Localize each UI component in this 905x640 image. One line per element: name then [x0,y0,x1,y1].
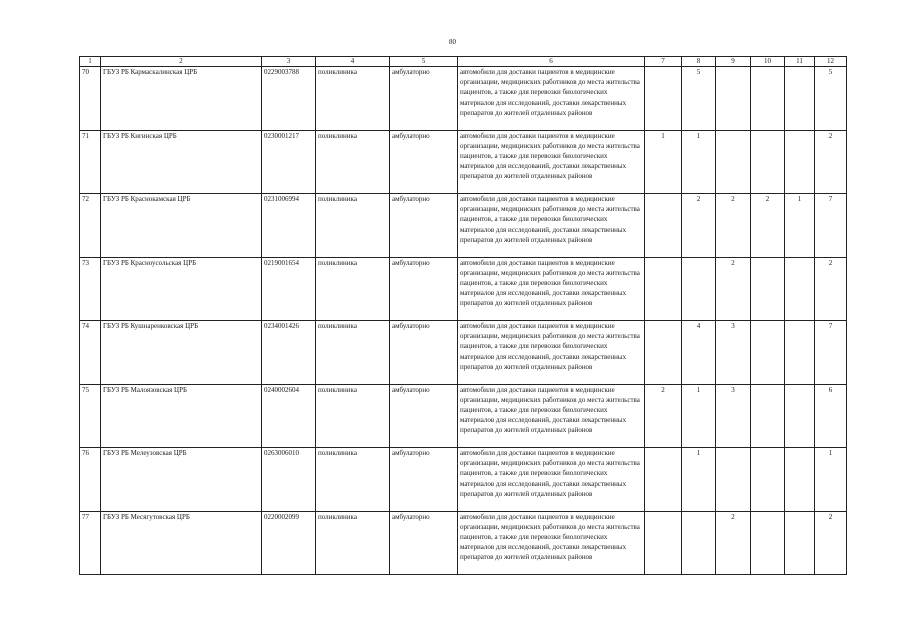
table-row [80,511,847,575]
qty-total: 2 [815,130,847,194]
vehicle-purpose: автомобили для доставки пациентов в медицинские организации, медицинских работников до места жительства пациентов, а также для перевозки биологических материалов для исследований, доставки лекарственных препаратов до жителей отдаленных районов [458,321,645,385]
qty-total: 2 [815,511,847,575]
qty-col-7: 2 [645,384,682,448]
qty-total: 7 [815,321,847,385]
qty-col-10 [751,384,785,448]
unit-type: поликлиника [316,321,390,385]
organization-name: ГБУЗ РБ Кармаскалинская ЦРБ [101,67,262,131]
organization-name: ГБУЗ РБ Месягутовская ЦРБ [101,511,262,575]
table-row [80,448,847,512]
qty-col-9: 2 [716,194,751,258]
header-col-5: 5 [390,57,458,67]
table-row [80,321,847,385]
qty-col-8: 1 [682,130,716,194]
vehicle-purpose: автомобили для доставки пациентов в медицинские организации, медицинских работников до места жительства пациентов, а также для перевозки биологических материалов для исследований, доставки лекарственных препаратов до жителей отдаленных районов [458,67,645,131]
qty-col-9 [716,448,751,512]
qty-col-11: 1 [785,194,815,258]
organization-code: 0234001426 [262,321,316,385]
table-row [80,130,847,194]
organization-name: ГБУЗ РБ Мелеузовская ЦРБ [101,448,262,512]
organization-name: ГБУЗ РБ Малоязовская ЦРБ [101,384,262,448]
qty-col-10 [751,257,785,321]
row-number: 74 [80,321,101,385]
header-col-11: 11 [785,57,815,67]
vehicle-purpose: автомобили для доставки пациентов в медицинские организации, медицинских работников до места жительства пациентов, а также для перевозки биологических материалов для исследований, доставки лекарственных препаратов до жителей отдаленных районов [458,511,645,575]
vehicle-purpose: автомобили для доставки пациентов в медицинские организации, медицинских работников до места жительства пациентов, а также для перевозки биологических материалов для исследований, доставки лекарственных препаратов до жителей отдаленных районов [458,384,645,448]
qty-col-8: 4 [682,321,716,385]
table-row [80,67,847,131]
organization-code: 0220002099 [262,511,316,575]
care-mode: амбулаторно [390,130,458,194]
qty-col-8 [682,511,716,575]
qty-col-8: 2 [682,194,716,258]
qty-col-11 [785,321,815,385]
qty-total: 6 [815,384,847,448]
qty-col-7 [645,511,682,575]
table-header [80,57,847,67]
qty-total: 5 [815,67,847,131]
organization-code: 0263006010 [262,448,316,512]
header-col-7: 7 [645,57,682,67]
organization-name: ГБУЗ РБ Кигинская ЦРБ [101,130,262,194]
header-col-10: 10 [751,57,785,67]
qty-col-7: 1 [645,130,682,194]
qty-col-10 [751,448,785,512]
table-row [80,384,847,448]
organization-code: 0219001654 [262,257,316,321]
table-row [80,257,847,321]
row-number: 72 [80,194,101,258]
qty-col-11 [785,511,815,575]
organization-name: ГБУЗ РБ Краснокамская ЦРБ [101,194,262,258]
qty-col-10 [751,321,785,385]
vehicle-purpose: автомобили для доставки пациентов в медицинские организации, медицинских работников до места жительства пациентов, а также для перевозки биологических материалов для исследований, доставки лекарственных препаратов до жителей отдаленных районов [458,257,645,321]
qty-col-7 [645,194,682,258]
qty-col-11 [785,384,815,448]
qty-col-11 [785,130,815,194]
page-number: 80 [449,38,456,46]
unit-type: поликлиника [316,448,390,512]
qty-col-11 [785,67,815,131]
care-mode: амбулаторно [390,67,458,131]
header-row [80,57,847,67]
qty-col-10 [751,67,785,131]
qty-total: 1 [815,448,847,512]
qty-col-10 [751,511,785,575]
unit-type: поликлиника [316,67,390,131]
qty-col-9 [716,67,751,131]
row-number: 71 [80,130,101,194]
header-col-9: 9 [716,57,751,67]
table-body [80,67,847,575]
row-number: 70 [80,67,101,131]
qty-col-8 [682,257,716,321]
qty-col-8: 1 [682,384,716,448]
row-number: 77 [80,511,101,575]
qty-col-9: 3 [716,384,751,448]
vehicle-purpose: автомобили для доставки пациентов в медицинские организации, медицинских работников до места жительства пациентов, а также для перевозки биологических материалов для исследований, доставки лекарственных препаратов до жителей отдаленных районов [458,448,645,512]
vehicle-purpose: автомобили для доставки пациентов в медицинские организации, медицинских работников до места жительства пациентов, а также для перевозки биологических материалов для исследований, доставки лекарственных препаратов до жителей отдаленных районов [458,130,645,194]
header-col-8: 8 [682,57,716,67]
qty-total: 2 [815,257,847,321]
qty-col-8: 5 [682,67,716,131]
header-col-12: 12 [815,57,847,67]
qty-col-9: 2 [716,511,751,575]
qty-total: 7 [815,194,847,258]
qty-col-11 [785,448,815,512]
table-row [80,194,847,258]
header-col-3: 3 [262,57,316,67]
care-mode: амбулаторно [390,384,458,448]
header-col-4: 4 [316,57,390,67]
qty-col-7 [645,321,682,385]
unit-type: поликлиника [316,257,390,321]
care-mode: амбулаторно [390,511,458,575]
qty-col-11 [785,257,815,321]
organization-name: ГБУЗ РБ Красноусольская ЦРБ [101,257,262,321]
care-mode: амбулаторно [390,257,458,321]
unit-type: поликлиника [316,511,390,575]
qty-col-10: 2 [751,194,785,258]
header-col-2: 2 [101,57,262,67]
qty-col-9: 3 [716,321,751,385]
qty-col-8: 1 [682,448,716,512]
unit-type: поликлиника [316,130,390,194]
unit-type: поликлиника [316,384,390,448]
header-col-1: 1 [80,57,101,67]
qty-col-10 [751,130,785,194]
care-mode: амбулаторно [390,321,458,385]
row-number: 76 [80,448,101,512]
qty-col-9: 2 [716,257,751,321]
row-number: 75 [80,384,101,448]
organization-code: 0240002604 [262,384,316,448]
organization-name: ГБУЗ РБ Кушнаренковская ЦРБ [101,321,262,385]
qty-col-7 [645,257,682,321]
header-col-6: 6 [458,57,645,67]
organization-code: 0231006994 [262,194,316,258]
row-number: 73 [80,257,101,321]
care-mode: амбулаторно [390,448,458,512]
organization-code: 0230001217 [262,130,316,194]
vehicle-purpose: автомобили для доставки пациентов в медицинские организации, медицинских работников до места жительства пациентов, а также для перевозки биологических материалов для исследований, доставки лекарственных препаратов до жителей отдаленных районов [458,194,645,258]
qty-col-7 [645,67,682,131]
qty-col-9 [716,130,751,194]
qty-col-7 [645,448,682,512]
vehicle-allocation-table [79,56,847,575]
organization-code: 0229003788 [262,67,316,131]
care-mode: амбулаторно [390,194,458,258]
unit-type: поликлиника [316,194,390,258]
